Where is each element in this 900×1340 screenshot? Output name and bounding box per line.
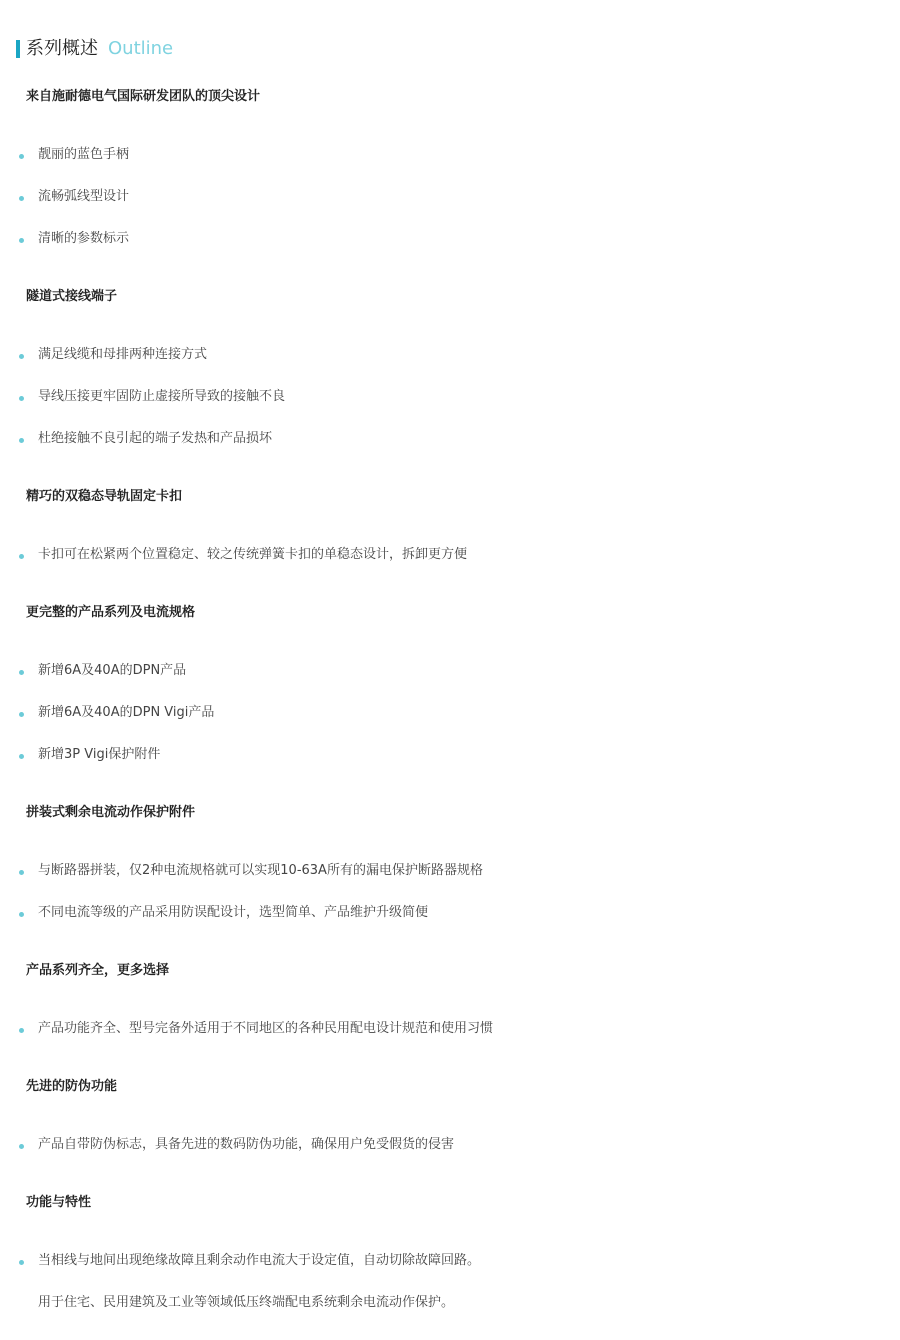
bullet-dot-icon [19,238,24,243]
list-item [0,850,900,892]
bullet-dot-icon [19,354,24,359]
list-item-text: 产品功能齐全、型号完备外适用于不同地区的各种民用配电设计规范和使用习惯 [38,1021,494,1036]
list-item-text: 不同电流等级的产品采用防误配设计，选型简单、产品维护升级简便 [38,905,429,920]
list-item-text: 新增6A及40A的DPN Vigi产品 [38,705,215,720]
section-heading: 来自施耐德电气国际研发团队的顶尖设计 [26,89,261,104]
bullet-dot-icon [19,754,24,759]
list-item-text: 满足线缆和母排两种连接方式 [38,347,208,362]
list-item [0,650,900,692]
section-heading: 产品系列齐全，更多选择 [26,963,170,978]
list-item-text: 清晰的参数标示 [38,231,130,246]
bullet-dot-icon [19,396,24,401]
feature-list [0,1008,900,1050]
list-item-text: 新增6A及40A的DPN产品 [38,663,187,678]
section-heading: 精巧的双稳态导轨固定卡扣 [26,489,183,504]
bullet-dot-icon [19,196,24,201]
feature-section [0,76,900,260]
list-item-text: 导线压接更牢固防止虚接所导致的接触不良 [38,389,286,404]
feature-list [0,1240,900,1324]
list-item-text: 靓丽的蓝色手柄 [38,147,130,162]
list-item-text: 杜绝接触不良引起的端子发热和产品损坏 [38,431,273,446]
list-item-text: 卡扣可在松紧两个位置稳定、较之传统弹簧卡扣的单稳态设计，拆卸更方便 [38,547,468,562]
feature-list [0,134,900,260]
bullet-dot-icon [19,1144,24,1149]
bullet-dot-icon [19,154,24,159]
section-title [16,36,173,62]
feature-section [0,592,900,776]
bullet-dot-icon [19,712,24,717]
list-item [0,134,900,176]
list-item-text: 用于住宅、民用建筑及工业等领域低压终端配电系统剩余电流动作保护。 [38,1295,455,1310]
list-item [0,734,900,776]
list-item [0,1008,900,1050]
feature-list [0,850,900,934]
list-item-text: 流畅弧线型设计 [38,189,130,204]
section-heading: 拼装式剩余电流动作保护附件 [26,805,196,820]
list-item-text: 产品自带防伪标志，具备先进的数码防伪功能，确保用户免受假货的侵害 [38,1137,455,1152]
bullet-dot-icon [19,670,24,675]
list-item-text: 新增3P Vigi保护附件 [38,747,161,762]
bullet-dot-icon [19,438,24,443]
feature-list [0,334,900,460]
feature-list [0,650,900,776]
list-item [0,176,900,218]
title-accent-bar [16,40,20,58]
feature-list [0,1124,900,1166]
feature-section [0,950,900,1050]
outline-content [0,76,900,1340]
feature-section [0,1066,900,1166]
list-item [0,1282,900,1324]
bullet-dot-icon [19,1260,24,1265]
section-heading: 先进的防伪功能 [26,1079,118,1094]
feature-section [0,276,900,460]
section-heading: 更完整的产品系列及电流规格 [26,605,196,620]
section-heading: 隧道式接线端子 [26,289,118,304]
list-item-text: 当相线与地间出现绝缘故障且剩余动作电流大于设定值，自动切除故障回路。 [38,1253,481,1268]
feature-section [0,476,900,576]
list-item [0,692,900,734]
bullet-dot-icon [19,870,24,875]
list-item [0,218,900,260]
feature-section [0,1182,900,1324]
bullet-dot-icon [19,554,24,559]
list-item [0,334,900,376]
list-item [0,534,900,576]
title-english: Outline [108,38,174,59]
list-item [0,1124,900,1166]
section-heading: 功能与特性 [26,1195,92,1210]
list-item [0,1240,900,1282]
title-chinese: 系列概述 [26,38,98,59]
list-item [0,418,900,460]
bullet-dot-icon [19,1028,24,1033]
list-item [0,376,900,418]
feature-list [0,534,900,576]
list-item-text: 与断路器拼装，仅2种电流规格就可以实现10-63A所有的漏电保护断路器规格 [38,863,483,878]
list-item [0,892,900,934]
bullet-dot-icon [19,912,24,917]
feature-section [0,792,900,934]
